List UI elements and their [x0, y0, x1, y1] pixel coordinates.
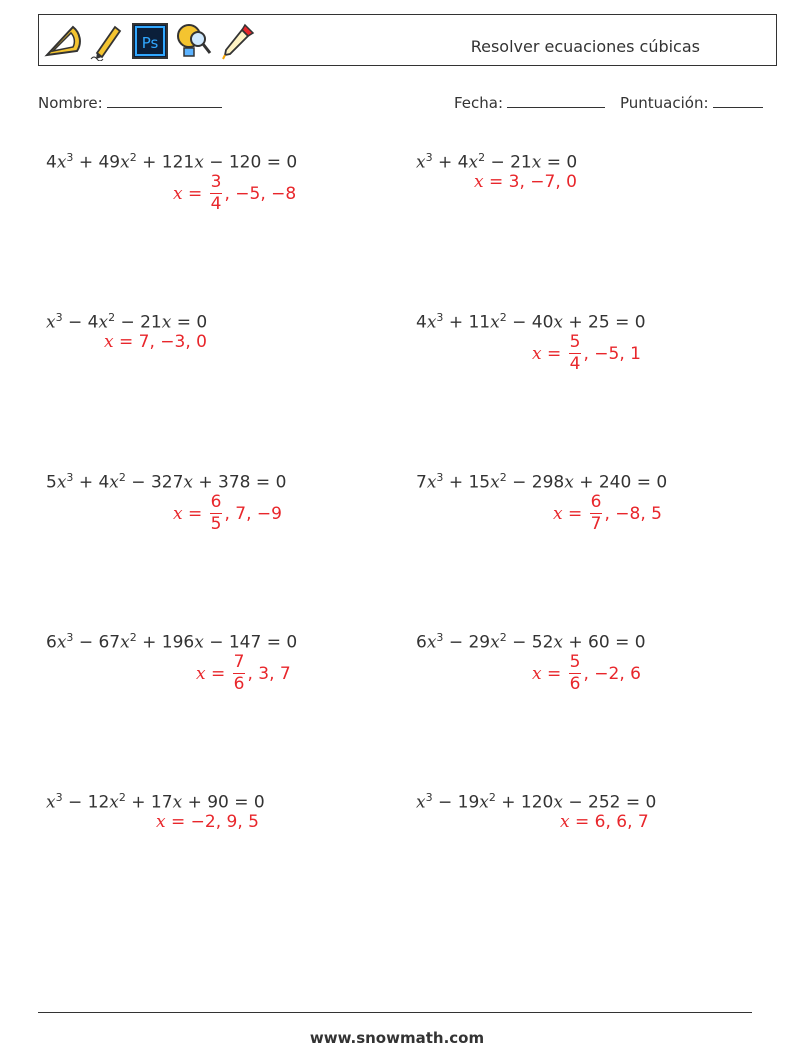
coef-a: 6	[46, 632, 57, 653]
answer-equals: =	[211, 663, 226, 684]
variable: x	[161, 312, 172, 333]
answer-equals: =	[575, 812, 590, 832]
answer-roots: , −2, 6	[583, 663, 641, 684]
equation-5: $5x^3 + 4x^2 - 327x + 378 = 0$	[46, 471, 287, 493]
answer-fraction	[210, 174, 223, 213]
fraction-denominator: 6	[233, 674, 245, 694]
answer-variable: x	[532, 343, 542, 364]
coef-d: − 147	[209, 632, 262, 653]
equals-zero: = 0	[615, 632, 646, 653]
variable: x	[490, 472, 500, 493]
coef-b: + 49	[78, 152, 121, 173]
variable: x	[479, 792, 489, 813]
answer-variable: x	[104, 332, 114, 352]
answer-equals: =	[188, 183, 203, 204]
answer-6	[553, 494, 662, 533]
coef-b: − 19	[438, 792, 480, 813]
variable: x	[56, 632, 67, 653]
equation-2: $x^3 + 4x^2 - 21x = 0$	[416, 151, 578, 173]
name-label: Nombre:	[38, 94, 103, 112]
answer-fraction	[569, 654, 582, 693]
coef-d: + 60	[568, 632, 610, 653]
answer-roots: 3, −7, 0	[508, 172, 577, 192]
answer-equals: =	[489, 172, 504, 192]
fraction-denominator: 7	[590, 514, 602, 534]
answer-variable: x	[156, 812, 166, 832]
answer-roots: , 3, 7	[247, 663, 291, 684]
equation-6: $7x^3 + 15x^2 - 298x + 240 = 0$	[416, 471, 668, 493]
answer-1	[173, 174, 296, 213]
answer-roots: 6, 6, 7	[594, 812, 649, 832]
coef-c: + 196	[142, 632, 195, 653]
equation-4: $4x^3 + 11x^2 - 40x + 25 = 0$	[416, 311, 646, 333]
coef-d: + 90	[187, 792, 229, 813]
variable: x	[194, 152, 204, 173]
protractor-icon	[43, 21, 81, 61]
fraction-numerator: 6	[210, 492, 222, 512]
pencil-icon	[87, 21, 125, 61]
variable: x	[490, 632, 500, 653]
fraction-numerator: 7	[233, 652, 245, 672]
answer-fraction	[233, 654, 246, 693]
equals-zero: = 0	[615, 312, 646, 333]
variable: x	[194, 632, 204, 653]
equation-7: $6x^3 - 67x^2 + 196x - 147 = 0$	[46, 631, 298, 653]
date-field[interactable]	[454, 93, 605, 112]
variable: x	[468, 152, 479, 173]
equation-9: $x^3 - 12x^2 + 17x + 90 = 0$	[46, 791, 265, 813]
fraction-numerator: 3	[210, 172, 222, 192]
variable: x	[416, 792, 426, 813]
coef-c: + 17	[131, 792, 173, 813]
answer-equals: =	[188, 503, 203, 524]
answer-7	[196, 654, 291, 693]
coef-b: − 12	[68, 792, 110, 813]
variable: x	[531, 152, 542, 173]
variable: x	[553, 312, 563, 333]
answer-equals: =	[119, 332, 134, 352]
answer-roots: 7, −3, 0	[138, 332, 207, 352]
coef-c: − 327	[131, 472, 184, 493]
coef-a: 7	[416, 472, 427, 493]
fraction-numerator: 5	[569, 332, 581, 352]
fraction-denominator: 5	[210, 514, 222, 534]
coef-c: + 120	[501, 792, 554, 813]
answer-fraction	[569, 334, 582, 373]
coef-a: 4	[46, 152, 57, 173]
coef-d: + 240	[579, 472, 632, 493]
equals-zero: = 0	[234, 792, 265, 813]
answer-roots: , −8, 5	[604, 503, 662, 524]
date-blank[interactable]	[507, 93, 605, 108]
answer-3	[104, 332, 207, 352]
answer-2	[474, 172, 577, 192]
variable: x	[426, 632, 437, 653]
answer-variable: x	[474, 172, 484, 192]
fraction-denominator: 6	[569, 674, 581, 694]
name-blank[interactable]	[107, 93, 222, 108]
answer-fraction	[210, 494, 223, 533]
coef-a: 5	[46, 472, 57, 493]
fraction-numerator: 6	[590, 492, 602, 512]
equals-zero: = 0	[625, 792, 657, 813]
coef-a: 6	[416, 632, 427, 653]
coef-d: + 25	[568, 312, 610, 333]
eyedropper-icon	[219, 21, 257, 61]
variable: x	[426, 472, 437, 493]
coef-c: − 21	[490, 152, 532, 173]
variable: x	[120, 632, 130, 653]
date-label: Fecha:	[454, 94, 504, 112]
score-blank[interactable]	[713, 93, 763, 108]
variable: x	[553, 792, 563, 813]
variable: x	[98, 312, 109, 333]
coef-b: − 4	[68, 312, 99, 333]
answer-variable: x	[560, 812, 570, 832]
fraction-numerator: 5	[569, 652, 581, 672]
photoshop-icon	[131, 21, 169, 61]
worksheet-title: Resolver ecuaciones cúbicas	[470, 37, 700, 56]
score-field[interactable]	[620, 93, 763, 112]
answer-variable: x	[173, 183, 183, 204]
equals-zero: = 0	[266, 152, 298, 173]
icon-strip	[43, 20, 257, 62]
answer-roots: , −5, −8	[224, 183, 297, 204]
answer-9	[156, 812, 259, 832]
name-field[interactable]	[38, 93, 222, 112]
equation-3: $x^3 - 4x^2 - 21x = 0$	[46, 311, 208, 333]
equals-zero: = 0	[255, 472, 287, 493]
fraction-denominator: 4	[569, 354, 581, 374]
coef-c: − 52	[512, 632, 554, 653]
variable: x	[172, 792, 183, 813]
variable: x	[109, 792, 119, 813]
equals-zero: = 0	[176, 312, 208, 333]
coef-b: − 67	[78, 632, 121, 653]
coef-b: + 11	[448, 312, 491, 333]
coef-c: − 40	[512, 312, 554, 333]
variable: x	[183, 472, 193, 493]
variable: x	[46, 312, 56, 333]
answer-variable: x	[173, 503, 183, 524]
variable: x	[564, 472, 574, 493]
equals-zero: = 0	[636, 472, 668, 493]
equation-1: $4x^3 + 49x^2 + 121x - 120 = 0$	[46, 151, 298, 173]
equation-10: $x^3 - 19x^2 + 120x - 252 = 0$	[416, 791, 657, 813]
answer-10	[560, 812, 649, 832]
variable: x	[553, 632, 563, 653]
footer-site: www.snowmath.com	[309, 1029, 485, 1047]
coef-d: − 252	[568, 792, 621, 813]
variable: x	[109, 472, 119, 493]
variable: x	[426, 312, 437, 333]
answer-variable: x	[196, 663, 206, 684]
answer-equals: =	[568, 503, 583, 524]
coef-a: 4	[416, 312, 427, 333]
answer-roots: , −5, 1	[583, 343, 641, 364]
coef-c: + 121	[142, 152, 195, 173]
answer-5	[173, 494, 282, 533]
coef-d: − 120	[209, 152, 262, 173]
variable: x	[56, 152, 67, 173]
coef-b: − 29	[448, 632, 491, 653]
coef-c: − 21	[120, 312, 162, 333]
answer-roots: −2, 9, 5	[190, 812, 259, 832]
variable: x	[416, 152, 426, 173]
answer-variable: x	[553, 503, 563, 524]
equals-zero: = 0	[266, 632, 298, 653]
equation-8: $6x^3 - 29x^2 - 52x + 60 = 0$	[416, 631, 646, 653]
answer-roots: , 7, −9	[224, 503, 282, 524]
answer-4	[532, 334, 641, 373]
answer-equals: =	[171, 812, 186, 832]
answer-variable: x	[532, 663, 542, 684]
variable: x	[490, 312, 500, 333]
coef-d: + 378	[198, 472, 251, 493]
answer-equals: =	[547, 343, 562, 364]
answer-equals: =	[547, 663, 562, 684]
coef-b: + 15	[448, 472, 491, 493]
photoshop-icon-label: Ps	[141, 34, 159, 52]
worksheet-header	[38, 14, 777, 66]
lightbulb-magnifier-icon	[175, 21, 213, 61]
coef-b: + 4	[438, 152, 469, 173]
footer-divider	[38, 1012, 752, 1013]
fraction-denominator: 4	[210, 194, 222, 214]
score-label: Puntuación:	[620, 94, 709, 112]
equals-zero: = 0	[546, 152, 578, 173]
variable: x	[46, 792, 56, 813]
coef-c: − 298	[512, 472, 565, 493]
coef-b: + 4	[78, 472, 110, 493]
variable: x	[120, 152, 130, 173]
answer-8	[532, 654, 641, 693]
answer-fraction	[590, 494, 603, 533]
variable: x	[56, 472, 67, 493]
